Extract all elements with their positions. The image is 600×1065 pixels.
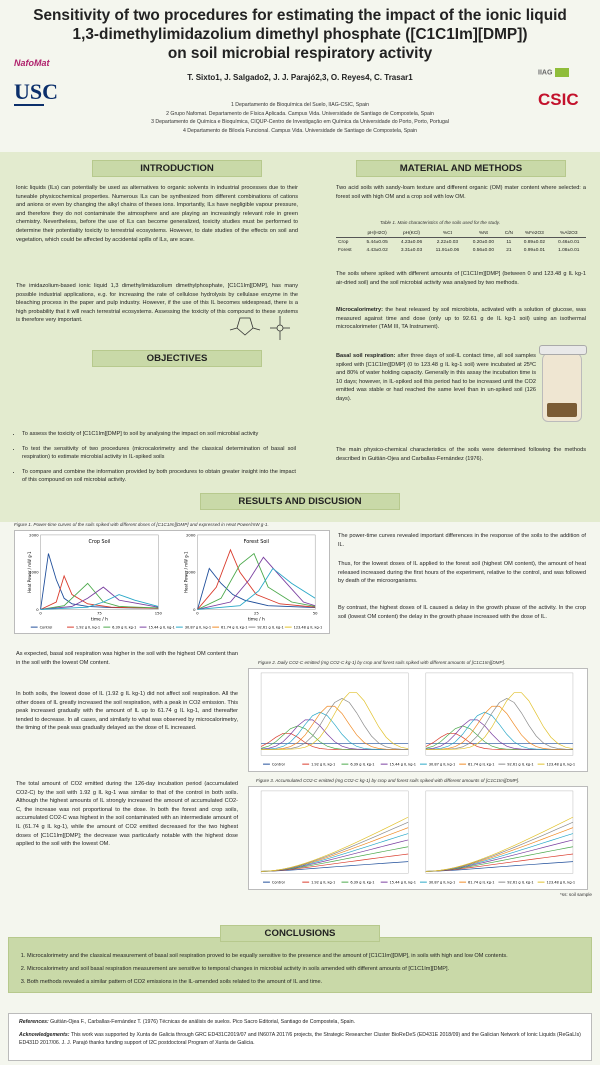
panel-title: Crop Soil xyxy=(88,538,111,545)
fig1-caption: Figure 1. Power-time curves of the soils spiked with different doses of [C1C1Im][DMP] and expressed in Heat Power/mW g-1. xyxy=(14,522,269,527)
objective-item: • To test the sensitivity of two procedures (microcalorimetry and the classical determination of basal soil respiration) to estimate microbial activity in IL-spiked soils xyxy=(22,445,296,462)
conclusion-item: 2. Microcalorimetry and soil basal respiration measurement are sensitive to temporal changes in microbial activity in soils amended with different amounts of [C1C1Im][DMP]. xyxy=(27,965,579,973)
y-tick-label: 0 xyxy=(193,607,196,612)
legend-label: 15.44 g IL kg-1 xyxy=(148,625,175,630)
legend-label: 123.48 g IL kg-1 xyxy=(293,625,323,630)
figure-2 xyxy=(248,668,588,772)
table-row: Forest 4.43±0.02 3.31±0.03 11.91±0.06 0.56±0.00 21 0.99±0.01 1.08±0.01 xyxy=(338,247,580,253)
legend-label: 1.92 g IL kg-1 xyxy=(75,625,101,630)
csic-logo: CSIC xyxy=(538,90,579,109)
legend-label: 61.74 g IL kg-1 xyxy=(468,880,495,885)
affiliations: 1 Departamento de Bioquímica del Suelo, IIAG-CSIC, Spain 2 Grupo Nafomat. Departamento de Física Aplicada. Campus Vida. Universidade de Santiago de Compostela, Spain 3 Departamento de Química e Bioquímica, CIQUP-Centro de Investigação em Química da Universidade do Porto, Porto, Portugal 4 Departamento de Biloxía Funcional. Campus Vida. Universidade de Santiago de Compostela, Spain xyxy=(151,102,449,134)
y-axis-label: Heat Power / mW g-1 xyxy=(183,551,189,593)
conclusions-box xyxy=(8,937,592,993)
sample-note: *ss: soil sample xyxy=(560,892,592,897)
conclusion-item: 3. Both methods revealed a similar pattern of CO2 emissions in the IL-amended soils related to the amount of IL and time. xyxy=(27,978,579,986)
intro-p2: The imidazolium-based ionic liquid 1,3 dimethylimidazolium dimethylphosphate, [C1C1Im][DMP], has many possible industrial applications, e.g. for increasing the rate of cellulose hydrolysis by cellulase enzyme in the bleaching process in the paper and pulp industry. However, if the use of this IL becomes widespread, there is a high probability that it will reach terrestrial ecosystems. Assessing the toxicity of this compound to these systems is therefore very important. xyxy=(16,283,298,324)
fig2-caption: Figure 2. Daily CO2-C emitted (mg CO2-C kg-1) by crop and forest soils spiked with different amounts of [C1C1Im][DMP]. xyxy=(258,660,506,665)
objectives-heading: OBJECTIVES xyxy=(92,350,262,367)
objectives-list xyxy=(22,430,296,491)
objective-item: • To compare and combine the information provided by both procedures to obtain greater insight into the impact of this compound on soil microbial activity. xyxy=(22,468,296,485)
plot-area xyxy=(41,535,159,610)
legend-label: 123.48 g IL kg-1 xyxy=(546,762,576,767)
results-r3: By contrast, the highest doses of IL caused a delay in the growth phase of the activity. In the crop soil (lowest OM content) the delay in the growth phase increased with the dose of IL. xyxy=(338,605,586,620)
nafomat-logo: NafoMat xyxy=(14,58,50,68)
results-l3: The total amount of CO2 emitted during the 126-day incubation period (accumulated CO2-C) by the soil with 1.92 g IL kg-1 was similar to that of the control in both soils. Although the highest amounts of IL strongly increased the amount of accumulated CO2-C, the increase was not proportional to the dose. In both the forest and crop soils, accumulated CO2-C was highest in the soil contaminated with an intermediate amount of IL (61.74 g IL kg-1), while the amount of CO2 emitted decreased for the two highest doses of [C1C1Im][DMP]; the decrease was particularly notable with the highest dose applied to the soil with the lowest OM. xyxy=(16,781,238,848)
usc-logo: USC xyxy=(14,79,59,104)
figure-1 xyxy=(14,530,330,634)
legend-label: 1.92 g IL kg-1 xyxy=(311,762,336,767)
y-tick-label: 0 xyxy=(36,607,39,612)
plot-area xyxy=(198,535,316,610)
legend-label: 92.61 g IL kg-1 xyxy=(507,762,534,767)
y-axis-label: Heat Power / mW g-1 xyxy=(26,551,32,593)
legend-label: 92.61 g IL kg-1 xyxy=(507,880,534,885)
conclusions-heading: CONCLUSIONS xyxy=(220,925,380,942)
fig3-caption: Figure 3. Accumulated CO2-C emitted (mg CO2-C kg-1) by crop and forest soils spiked with different amounts of [C1C1Im][DMP]. xyxy=(256,778,520,783)
molecule-structure xyxy=(226,308,298,348)
x-tick-label: 150 xyxy=(154,611,162,616)
table-row: Crop 5.44±0.05 4.23±0.06 2.22±0.03 0.20±0.00 11 0.89±0.02 0.46±0.01 xyxy=(338,239,580,245)
legend-label: 92.61 g IL kg-1 xyxy=(257,625,284,630)
poster-title: Sensitivity of two procedures for estimating the impact of the ionic liquid 1,3-dimethylimidazolium dimethyl phosphate ([C1C1Im][DMP]) on soil microbial respiratory activity xyxy=(33,7,567,62)
results-heading: RESULTS AND DISCUSION xyxy=(200,493,400,510)
panel-title: Forest Soil xyxy=(243,538,270,545)
legend-label: 1.92 g IL kg-1 xyxy=(311,880,336,885)
methods-heading: MATERIAL AND METHODS xyxy=(356,160,566,177)
objective-item: • To assess the toxicity of [C1C1Im][DMP] to soil by analysing the impact on soil microbial activity xyxy=(22,430,296,439)
y-tick-label: 2000 xyxy=(186,533,196,538)
methods-p4: Basal soil respiration: after three days of soil-IL contact time, all soil samples spiked with [C1C1Im][DMP] (0 to 123.48 g IL kg-1 soil) were incubated at 25ºC and 80% of water holding capacity. Generally in this assay the incubation time is 10 days; however, in IL-spiked soil this period had to be increased until the CO2 emitted was stable or had reached the same level than in un-spiked soil (126 days). xyxy=(336,353,536,402)
methods-p5: The main physico-chemical characteristics of the soils were determined following the methods described in Guitián-Ojea and Carballas-Fernández (1976). xyxy=(336,447,586,462)
authors: T. Sixto1, J. Salgado2, J. J. Parajó2,3, O. Reyes4, C. Trasar1 xyxy=(187,73,413,82)
legend-label: 30.87 g IL kg-1 xyxy=(184,625,212,630)
references-box: References: Guitián-Ojea F., Carballas-Fernández T. (1976) Técnicas de análisis de suelos. Pico Sacro Editorial, Santiago de Compostela, Spain. Acknowledgements: This work was supported by Xunta de Galicia through GRC ED431C2019/07 and IN607A 2017/6 projects, the Strategic Researcher Cluster BioReDeS (ED431E 2018/09) and the Galician Network of Ionic Liquids (ReGaLIs) ED431D 2017/06. J. J. Parajó thanks funding support of I2C postdoctoral Program of Xunta de Galicia. xyxy=(8,1013,592,1061)
x-tick-label: 0 xyxy=(39,611,42,616)
x-axis-label: time / h xyxy=(90,617,108,623)
x-tick-label: 75 xyxy=(97,611,102,616)
legend-label: 6.39 g IL kg-1 xyxy=(350,762,375,767)
methods-p1: Two acid soils with sandy-loam texture and different organic (OM) mater content where selected: a forest soil with high OM and a crop soil with low OM. xyxy=(336,185,586,200)
results-r2: Thus, for the lowest doses of IL applied to the forest soil (highest OM content), the amount of heat released increased during the first hours of the experiment, relative to the control, and was followed by death of the microorganisms. xyxy=(338,561,586,585)
methods-p2: The soils where spiked with different amounts of [C1C1Im][DMP] (between 0 and 123.48 g IL kg-1 air-dried soil) and the soil microbial activity was analysed by two methods. xyxy=(336,271,586,286)
legend-label: Control xyxy=(271,880,285,885)
legend-label: 6.39 g IL kg-1 xyxy=(350,880,375,885)
results-l2: In both soils, the lowest dose of IL (1.92 g IL kg-1) did not affect soil respiration. All the other doses of IL greatly increased the soil respiration, with a peak in CO2 emission. This peak increased gradually with the amount of IL up to 61.74 g IL kg-1, and thereafter tended to decrease. In all cases, and similarly to what was observed by microcalorimetry, the timing of the peak was gradually delayed as the dose of IL increased. xyxy=(16,691,238,732)
legend-label: Control xyxy=(271,762,285,767)
legend-label: 6.39 g IL kg-1 xyxy=(112,625,137,630)
x-tick-label: 0 xyxy=(196,611,199,616)
legend-label: 15.44 g IL kg-1 xyxy=(389,762,416,767)
results-r1: The power-time curves revealed important differences in the response of the soils to the addition of IL. xyxy=(338,533,586,548)
y-tick-label: 1000 xyxy=(29,570,39,575)
x-axis-label: time / h xyxy=(247,617,265,623)
y-tick-label: 2000 xyxy=(29,533,39,538)
conclusion-item: 1. Microcalorimetry and the classical measurement of basal soil respiration proved to be equally sensitive to the presence and the amount of [C1C1Im][DMP], in soils with high and low OM contents. xyxy=(27,952,579,960)
legend-label: Control xyxy=(39,625,53,630)
figure-3 xyxy=(248,786,588,890)
intro-heading: INTRODUCTION xyxy=(92,160,262,177)
soil-table: pH(H2O) pH(KCl) %Ct %Nt C/N %Fe2O3 %Al2O3 Crop 5.44±0.05 4.23±0.06 2.22±0.03 0.20±0.00 11 0.89±0.02 0.46±0.01 Forest 4.43±0.02 3.31±0.03 11.91±0.06 0.56±0.00 21 0.99±0.01 1.08±0.01 xyxy=(336,230,586,254)
legend-label: 61.74 g IL kg-1 xyxy=(221,625,248,630)
y-tick-label: 1000 xyxy=(186,570,196,575)
x-tick-label: 25 xyxy=(253,611,259,616)
legend-label: 30.87 g IL kg-1 xyxy=(428,880,456,885)
table-caption: Table 1. Main characteristics of the soils used for the study. xyxy=(380,220,501,225)
intro-p1: Ionic liquids (ILs) can potentially be used as alternatives to organic solvents in industrial processes due to their tuneable physicochemical properties. Numerous ILs can be synthesized from different combinations of cations and anions or even by changing the alkyl chains of theses ions. Importantly, ILs have negligible vapour pressure, and therefore they do not contaminate the atmosphere and are playing an increasingly relevant role in green chemistry. Nevertheless, before the use of ILs can become generalized, toxicity studies must be performed to determine their potentiality toxicity to terrestrial ecosystems. However, to date studies of the effects on soil and vegetation, which could be affected by accidental spills of ILs, are scare. xyxy=(16,185,298,243)
legend-label: 61.74 g IL kg-1 xyxy=(468,762,495,767)
legend-label: 30.87 g IL kg-1 xyxy=(428,762,456,767)
legend-label: 123.48 g IL kg-1 xyxy=(546,880,576,885)
soil-jar-photo xyxy=(542,352,582,422)
x-tick-label: 50 xyxy=(312,611,318,616)
iiag-logo: IIAG xyxy=(538,68,569,77)
results-l1: As expected, basal soil respiration was higher in the soil with the highest OM content than in the soil with the lowest OM content. xyxy=(16,651,239,666)
legend-label: 15.44 g IL kg-1 xyxy=(389,880,416,885)
methods-p3: Microcalorimetry: the heat released by soil microbiota, activated with a solution of glucose, was measured against time and dose (only up to 92.61 g de IL kg-1 soil) using an isothermal microcalorimeter (TAM III, TA Instrument). xyxy=(336,307,587,331)
